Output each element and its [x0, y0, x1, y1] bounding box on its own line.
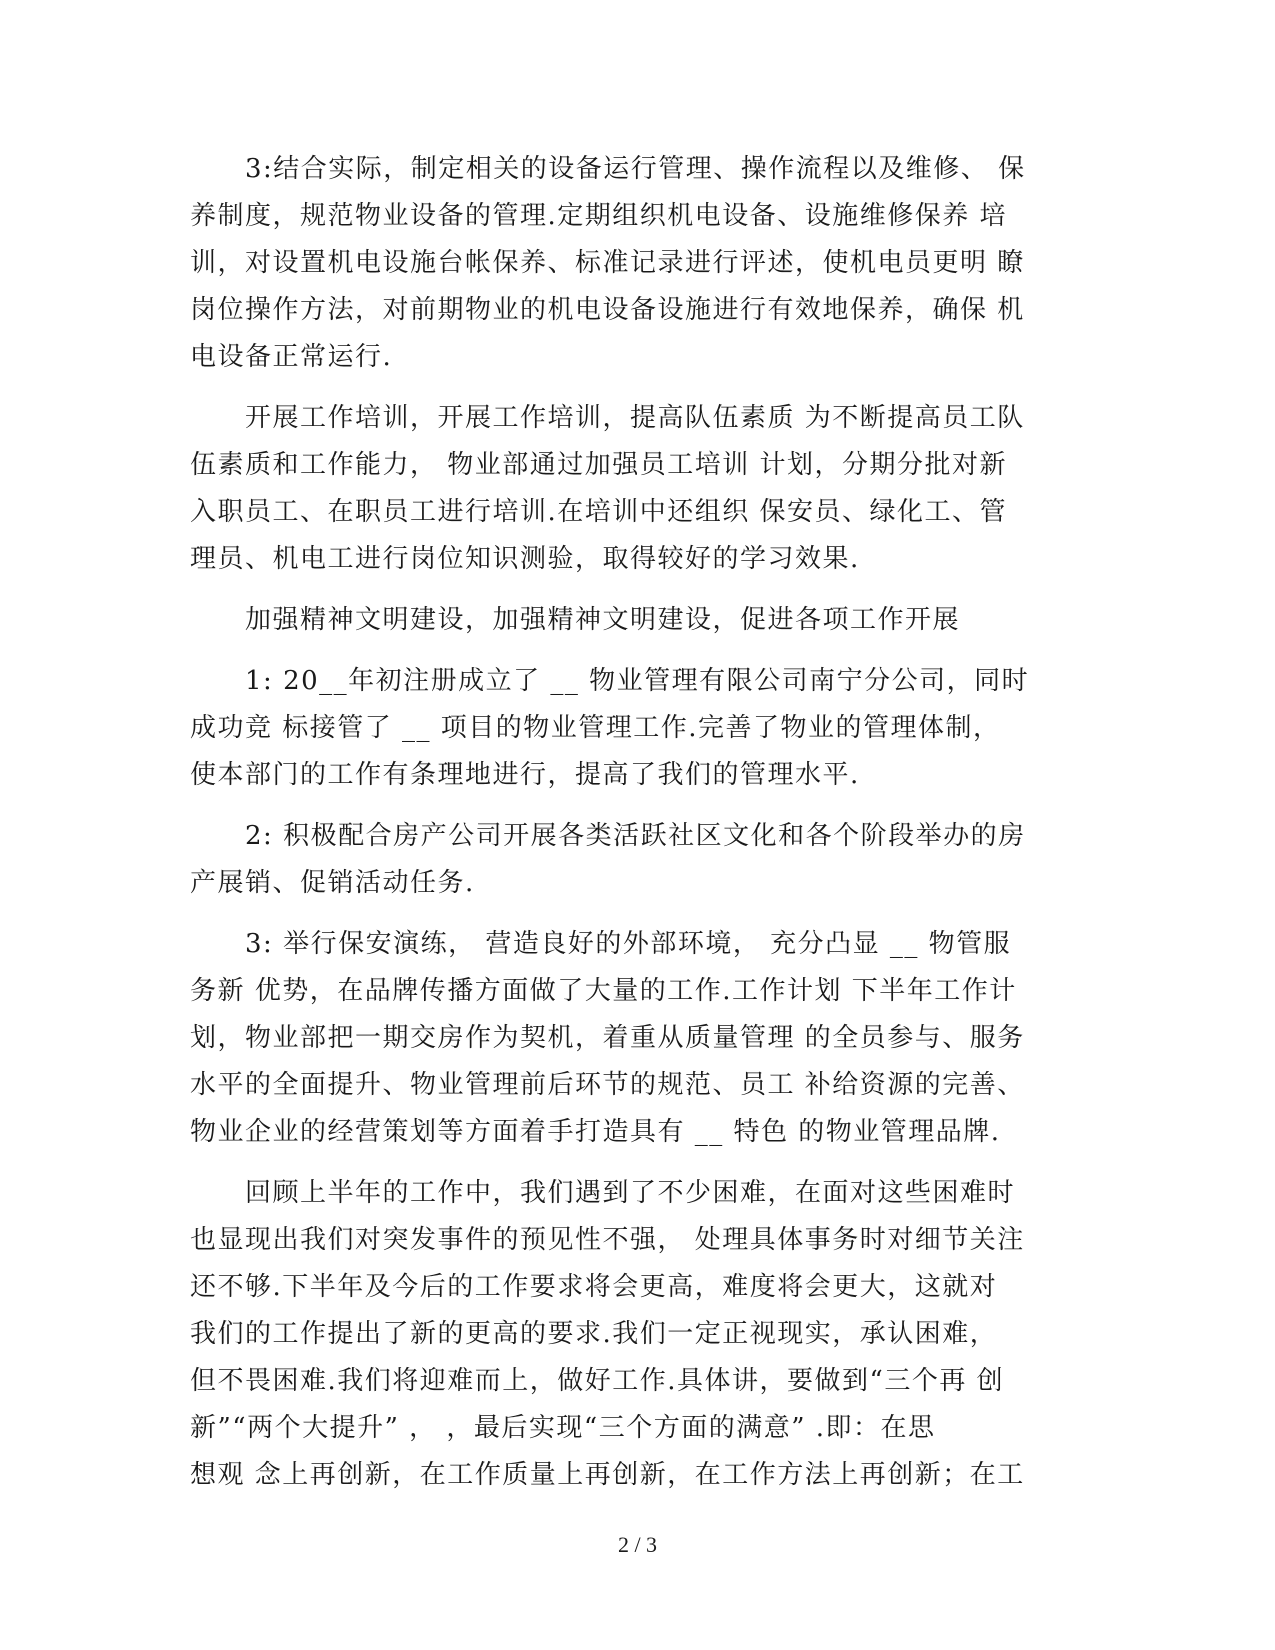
text-line: 物业企业的经营策划等方面着手打造具有 __ 特色 的物业管理品牌. — [190, 1117, 1001, 1147]
text-line: 回顾上半年的工作中，我们遇到了不少困难，在面对这些困难时 — [190, 1178, 1016, 1208]
text-line: 我们的工作提出了新的更高的要求.我们一定正视现实，承认困难， — [190, 1319, 998, 1349]
text-line: 也显现出我们对突发事件的预见性不强， 处理具体事务时对细节关注 — [190, 1225, 1025, 1255]
text-line: 理员、机电工进行岗位知识测验，取得较好的学习效果. — [190, 544, 860, 574]
text-line: 开展工作培训，开展工作培训，提高队伍素质 为不断提高员工队 — [190, 403, 1025, 433]
paragraph — [190, 921, 1083, 1156]
text-line: 伍素质和工作能力， 物业部通过加强员工培训 计划，分期分批对新 — [190, 450, 1008, 480]
text-line: 水平的全面提升、物业管理前后环节的规范、员工 补给资源的完善、 — [190, 1070, 1025, 1100]
text-line: 岗位操作方法，对前期物业的机电设备设施进行有效地保养，确保 机 — [190, 295, 1025, 325]
paragraph — [190, 1170, 1083, 1499]
text-line: 加强精神文明建设，加强精神文明建设，促进各项工作开展 — [190, 605, 961, 635]
text-line: 划，物业部把一期交房作为契机，着重从质量管理 的全员参与、服务 — [190, 1023, 1025, 1053]
text-line: 3: 举行保安演练， 营造良好的外部环境， 充分凸显 __ 物管服 — [190, 929, 1012, 959]
text-line: 务新 优势，在品牌传播方面做了大量的工作.工作计划 下半年工作计 — [190, 976, 1017, 1006]
body-text — [190, 146, 1083, 1513]
paragraph — [190, 813, 1083, 907]
paragraph — [190, 146, 1083, 381]
text-line: 入职员工、在职员工进行培训.在培训中还组织 保安员、绿化工、管 — [190, 497, 1008, 527]
paragraph — [190, 597, 1083, 644]
text-line: 养制度，规范物业设备的管理.定期组织机电设备、设施维修保养 培 — [190, 201, 1008, 231]
text-line: 新”“两个大提升” ， ，最后实现“三个方面的满意” .即：在思 — [190, 1413, 936, 1443]
text-line: 还不够.下半年及今后的工作要求将会更高，难度将会更大，这就对 — [190, 1272, 998, 1302]
text-line: 1: 20__年初注册成立了 __ 物业管理有限公司南宁分公司，同时 — [190, 666, 1030, 696]
text-line: 想观 念上再创新，在工作质量上再创新，在工作方法上再创新；在工 — [190, 1460, 1025, 1490]
text-line: 3:结合实际，制定相关的设备运行管理、操作流程以及维修、 保 — [190, 154, 1026, 184]
text-line: 2: 积极配合房产公司开展各类活跃社区文化和各个阶段举办的房 — [190, 821, 1026, 851]
paragraph — [190, 395, 1083, 583]
text-line: 产展销、促销活动任务. — [190, 868, 475, 898]
paragraph — [190, 658, 1083, 799]
text-line: 电设备正常运行. — [190, 342, 393, 372]
text-line: 训，对设置机电设施台帐保养、标准记录进行评述，使机电员更明 瞭 — [190, 248, 1025, 278]
text-line: 但不畏困难.我们将迎难而上，做好工作.具体讲，要做到“三个再 创 — [190, 1366, 1005, 1396]
page-number: 2 / 3 — [617, 1532, 658, 1557]
text-line: 成功竞 标接管了 __ 项目的物业管理工作.完善了物业的管理体制， — [190, 713, 1001, 743]
text-line: 使本部门的工作有条理地进行，提高了我们的管理水平. — [190, 760, 860, 790]
